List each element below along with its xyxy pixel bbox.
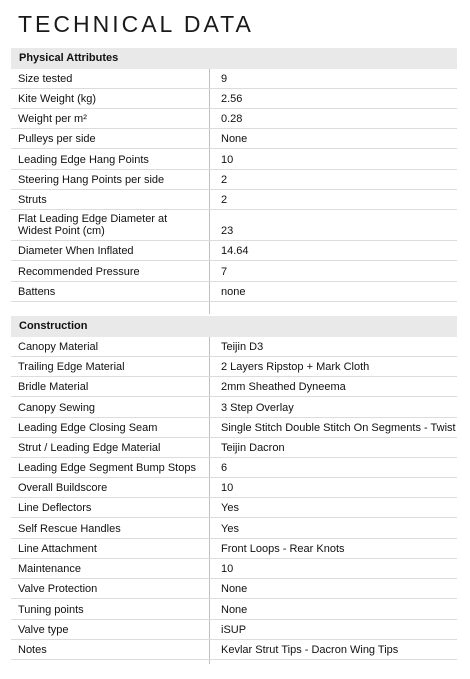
table-row — [11, 190, 457, 210]
table-row — [11, 599, 457, 620]
row-value: 2.56 — [221, 93, 243, 105]
row-value: 10 — [221, 563, 234, 575]
row-label: Maintenance — [18, 563, 81, 575]
table-row — [11, 282, 457, 302]
row-label: Tuning points — [18, 604, 84, 616]
row-value: Kevlar Strut Tips - Dacron Wing Tips — [221, 644, 399, 656]
row-value: None — [221, 583, 248, 595]
row-value: Single Stitch Double Stitch On Segments - Twist — [221, 422, 456, 434]
row-label: Strut / Leading Edge Material — [18, 442, 161, 454]
row-label: Diameter When Inflated — [18, 245, 134, 257]
row-value: 2 — [221, 174, 228, 186]
row-label: Weight per m² — [18, 113, 87, 125]
table-row — [11, 89, 457, 109]
table-row — [11, 397, 457, 418]
row-value: Front Loops - Rear Knots — [221, 543, 345, 555]
table-row — [11, 210, 457, 241]
row-label: Line Attachment — [18, 543, 97, 555]
table-row — [11, 129, 457, 149]
table-row — [11, 478, 457, 498]
table-row — [11, 418, 457, 438]
row-value: 6 — [221, 462, 228, 474]
row-value: 2mm Sheathed Dyneema — [221, 381, 346, 393]
row-label: Struts — [18, 194, 47, 206]
row-label: Valve type — [18, 624, 69, 636]
table-row — [11, 620, 457, 640]
table-row — [11, 377, 457, 397]
row-label: Bridle Material — [18, 381, 89, 393]
row-label: Valve Protection — [18, 583, 98, 595]
row-label: Steering Hang Points per side — [18, 174, 165, 186]
table-row — [11, 109, 457, 129]
row-value: 9 — [221, 73, 228, 85]
table-row — [11, 579, 457, 599]
row-value: 0.28 — [221, 113, 243, 125]
section-header-construction: Construction — [11, 316, 457, 337]
row-label: Overall Buildscore — [18, 482, 108, 494]
row-value: Yes — [221, 502, 239, 514]
table-row — [11, 241, 457, 261]
table-row — [11, 170, 457, 190]
row-value: 3 Step Overlay — [221, 402, 294, 414]
row-value: iSUP — [221, 624, 247, 636]
table-row — [11, 640, 457, 660]
table-row — [11, 261, 457, 282]
row-label: Leading Edge Hang Points — [18, 154, 149, 166]
table-row — [11, 559, 457, 579]
row-label: Self Rescue Handles — [18, 523, 121, 535]
row-value: none — [221, 286, 246, 298]
row-value: 2 — [221, 194, 228, 206]
row-label: Line Deflectors — [18, 502, 92, 514]
row-value: None — [221, 133, 248, 145]
row-value: Teijin Dacron — [221, 442, 285, 454]
table-row — [11, 357, 457, 377]
row-label: Pulleys per side — [18, 133, 96, 145]
section-header-physical-attributes: Physical Attributes — [11, 48, 457, 69]
row-value: None — [221, 604, 248, 616]
table-row — [11, 539, 457, 559]
page-title: TECHNICAL DATA — [18, 11, 254, 37]
row-label: Leading Edge Segment Bump Stops — [18, 462, 196, 474]
row-value: 10 — [221, 482, 234, 494]
table-row — [11, 458, 457, 478]
table-row — [11, 498, 457, 518]
table-row — [11, 337, 457, 357]
row-value: Teijin D3 — [221, 341, 264, 353]
table-row — [11, 69, 457, 89]
row-label: Canopy Material — [18, 341, 99, 353]
row-value: 23 — [221, 225, 234, 237]
row-label: Leading Edge Closing Seam — [18, 422, 158, 434]
row-label: Canopy Sewing — [18, 402, 96, 414]
table-row — [11, 149, 457, 170]
table-row — [11, 438, 457, 458]
row-label: Size tested — [18, 73, 73, 85]
row-label: Trailing Edge Material — [18, 361, 125, 373]
row-value: 7 — [221, 266, 228, 278]
row-value: 2 Layers Ripstop + Mark Cloth — [221, 361, 370, 373]
row-label: Notes — [18, 644, 47, 656]
row-value: Yes — [221, 523, 239, 535]
row-label: Battens — [18, 286, 56, 298]
table-row — [11, 518, 457, 539]
row-label: Kite Weight (kg) — [18, 93, 97, 105]
row-label: Recommended Pressure — [18, 266, 140, 278]
row-value: 10 — [221, 154, 234, 166]
row-label: Flat Leading Edge Diameter at Widest Point (cm) — [18, 213, 168, 237]
row-value: 14.64 — [221, 245, 249, 257]
